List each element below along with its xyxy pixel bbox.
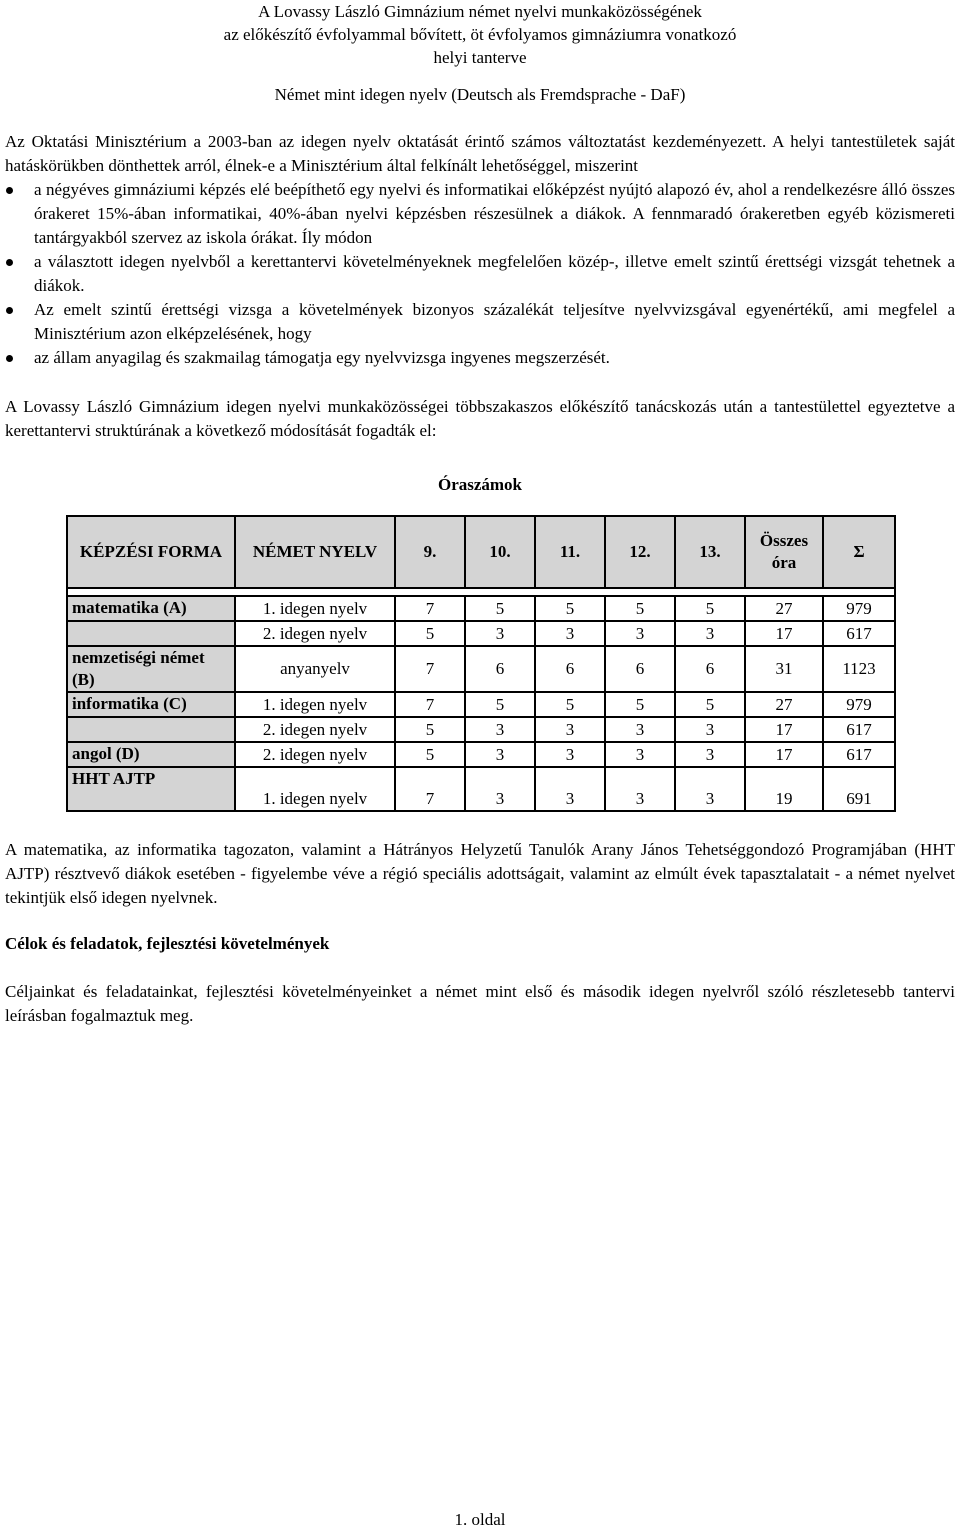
bullet-text: Az emelt szintű érettségi vizsga a követelmények bizonyos százalékát teljesítve nyelvvizsgával egyenértékű, ami megfelel a Minisztérium azon elképzelésének, hogy: [34, 300, 955, 343]
table-cell: HHT AJTP: [67, 767, 235, 811]
table-row: [67, 767, 895, 811]
table-cell: 5: [465, 596, 535, 621]
table-cell: 3: [535, 621, 605, 646]
header-line-2: az előkészítő évfolyammal bővített, öt évfolyamos gimnáziumra vonatkozó: [223, 25, 737, 44]
intro-paragraph: Az Oktatási Minisztérium a 2003-ban az idegen nyelv oktatását érintő számos változtatást kezdeményezett. A helyi tantestületek saját hatáskörükben dönthettek arról, élnek-e a Minisztérium által felkínált lehetőséggel, miszerint: [5, 132, 955, 175]
table-cell: 5: [675, 692, 745, 717]
table-cell: 5: [465, 692, 535, 717]
table-cell: 6: [535, 646, 605, 692]
table-row: [67, 742, 895, 767]
table-cell: 2. idegen nyelv: [235, 621, 395, 646]
table-spacer: [67, 588, 895, 596]
table-cell: 3: [465, 621, 535, 646]
table-cell: 7: [395, 692, 465, 717]
table-cell: informatika (C): [67, 692, 235, 717]
table-row: [67, 596, 895, 621]
header-kepzesi-forma: KÉPZÉSI FORMA: [67, 516, 235, 588]
header-grade-11: 11.: [535, 516, 605, 588]
header-nemet-nyelv: NÉMET NYELV: [235, 516, 395, 588]
bullet-item: [5, 298, 955, 346]
header-grade-13: 13.: [675, 516, 745, 588]
bullet-dot-icon: [6, 355, 13, 362]
document-subtitle: Német mint idegen nyelv (Deutsch als Fremdsprache - DaF): [274, 85, 686, 104]
table-cell: 691: [823, 767, 895, 811]
table-cell: 2. idegen nyelv: [235, 717, 395, 742]
table-cell: 3: [605, 742, 675, 767]
table-title: Óraszámok: [437, 475, 523, 494]
table-cell: 3: [535, 767, 605, 811]
table-row: [67, 646, 895, 692]
bullet-dot-icon: [6, 259, 13, 266]
table-cell: nemzetiségi német (B): [67, 646, 235, 692]
table-cell: 7: [395, 767, 465, 811]
paragraph-2: A Lovassy László Gimnázium idegen nyelvi munkaközösségei többszakaszos előkészítő tanácskozás után a tantestülettel egyeztetve a kerettantervi struktúrának a következő módosítását fogadták el:: [5, 397, 955, 440]
table-cell: 3: [465, 717, 535, 742]
bullet-text: a választott idegen nyelvből a kerettantervi követelményeknek megfelelően közép-, illetve emelt szintű érettségi vizsgát tehetnek a diákok.: [34, 252, 955, 295]
table-cell: 27: [745, 596, 823, 621]
document-header: [5, 0, 955, 69]
hours-table: [66, 515, 896, 812]
table-row: [67, 692, 895, 717]
bullet-item: [5, 250, 955, 298]
section-heading: Célok és feladatok, fejlesztési követelmények: [5, 934, 330, 953]
table-cell: 7: [395, 596, 465, 621]
table-cell: 17: [745, 717, 823, 742]
table-cell: 1. idegen nyelv: [235, 692, 395, 717]
bullet-text: az állam anyagilag és szakmailag támogatja egy nyelvvizsga ingyenes megszerzését.: [34, 348, 610, 367]
table-cell: 5: [395, 717, 465, 742]
bullet-dot-icon: [6, 187, 13, 194]
table-cell: 3: [605, 767, 675, 811]
table-cell: 27: [745, 692, 823, 717]
table-cell: 617: [823, 717, 895, 742]
table-cell: 19: [745, 767, 823, 811]
table-cell: 5: [605, 692, 675, 717]
table-cell: 31: [745, 646, 823, 692]
table-cell: angol (D): [67, 742, 235, 767]
table-cell: 3: [675, 621, 745, 646]
bullet-text: a négyéves gimnáziumi képzés elé beépíthető egy nyelvi és informatikai előképzést nyújtó alapozó év, ahol a rendelkezésre álló összes órakeret 15%-ában informatikai, 40%-ában nyelvi képzésben részesülnek a diákok. A fennmaradó órakeretben egyéb közismereti tantárgyakból szervez az iskola órákat. Íly módon: [34, 180, 955, 247]
table-cell: 5: [535, 692, 605, 717]
table-cell: 5: [605, 596, 675, 621]
table-cell: 5: [395, 621, 465, 646]
table-cell: 617: [823, 621, 895, 646]
table-cell: 3: [675, 767, 745, 811]
table-cell: matematika (A): [67, 596, 235, 621]
header-grade-10: 10.: [465, 516, 535, 588]
header-grade-12: 12.: [605, 516, 675, 588]
table-row: [67, 621, 895, 646]
table-cell: 617: [823, 742, 895, 767]
table-cell: 3: [675, 717, 745, 742]
table-cell: [67, 717, 235, 742]
table-cell: 5: [535, 596, 605, 621]
header-line-3: helyi tanterve: [433, 48, 527, 67]
bullet-dot-icon: [6, 307, 13, 314]
header-osszes-ora: Összes óra: [745, 516, 823, 588]
table-cell: 5: [675, 596, 745, 621]
table-cell: 17: [745, 621, 823, 646]
table-cell: 1. idegen nyelv: [235, 767, 395, 811]
table-cell: 3: [465, 742, 535, 767]
table-header-row: [67, 516, 895, 588]
table-cell: anyanyelv: [235, 646, 395, 692]
page-number: 1. oldal: [454, 1510, 506, 1529]
bullet-list: [5, 178, 955, 370]
paragraph-3: A matematika, az informatika tagozaton, valamint a Hátrányos Helyzetű Tanulók Arany János Tehetséggondozó Programjában (HHT AJTP) résztvevő diákok esetében - figyelembe véve a régió speciális adottságait, valamint az elmúlt évek tapasztalatait - a német nyelvet tekintjük első idegen nyelvnek.: [5, 840, 955, 907]
table-cell: 3: [675, 742, 745, 767]
table-cell: 3: [605, 717, 675, 742]
table-row: [67, 717, 895, 742]
table-cell: 3: [535, 717, 605, 742]
document-page: [5, 0, 955, 1028]
table-cell: 7: [395, 646, 465, 692]
paragraph-4: Céljainkat és feladatainkat, fejlesztési követelményeinket a német mint első és második idegen nyelvről szóló részletesebb tantervi leírásban fogalmaztuk meg.: [5, 982, 955, 1025]
bullet-item: [5, 346, 955, 370]
table-cell: 17: [745, 742, 823, 767]
header-line-1: A Lovassy László Gimnázium német nyelvi munkaközösségének: [258, 2, 702, 21]
table-cell: 2. idegen nyelv: [235, 742, 395, 767]
table-cell: 6: [675, 646, 745, 692]
table-cell: 6: [465, 646, 535, 692]
table-cell: 979: [823, 596, 895, 621]
bullet-item: [5, 178, 955, 250]
header-sigma: Σ: [823, 516, 895, 588]
table-cell: 3: [465, 767, 535, 811]
table-cell: 3: [535, 742, 605, 767]
table-cell: 6: [605, 646, 675, 692]
table-cell: 1123: [823, 646, 895, 692]
table-cell: 3: [605, 621, 675, 646]
table-cell: 979: [823, 692, 895, 717]
header-grade-9: 9.: [395, 516, 465, 588]
table-cell: 1. idegen nyelv: [235, 596, 395, 621]
table-cell: [67, 621, 235, 646]
table-cell: 5: [395, 742, 465, 767]
